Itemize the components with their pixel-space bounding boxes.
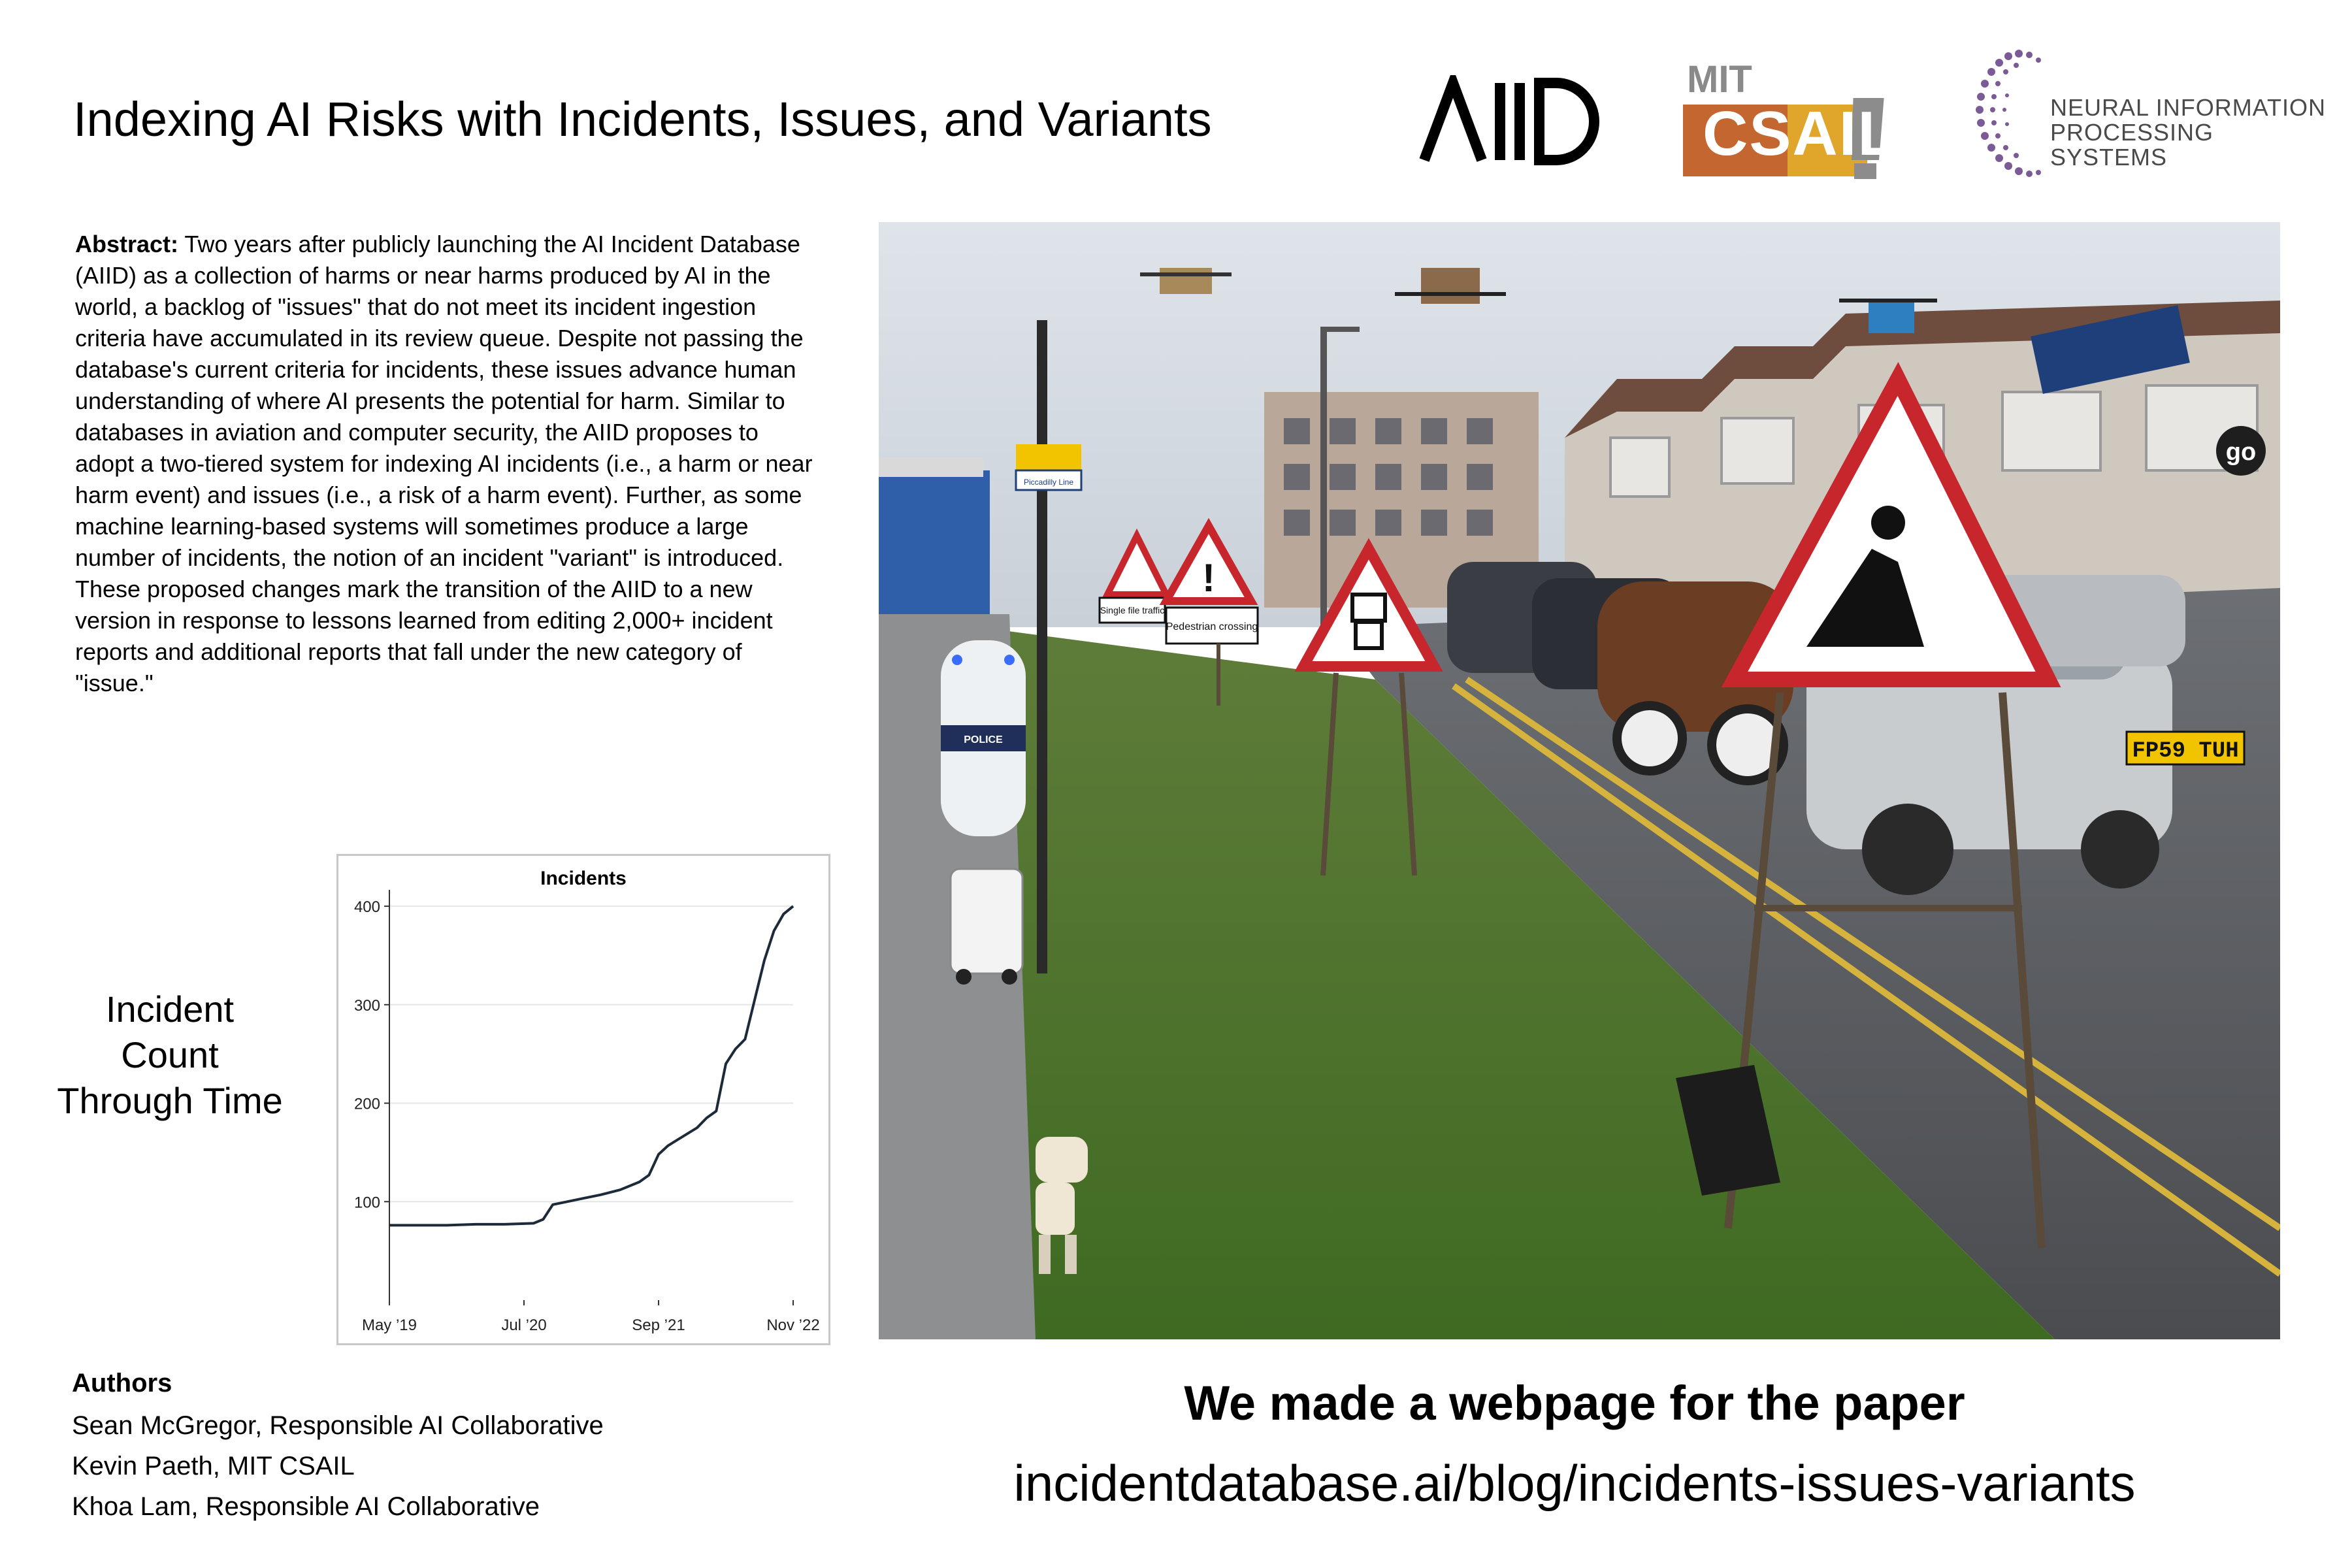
police-robot — [941, 640, 1026, 836]
poster-title: Indexing AI Risks with Incidents, Issues, and Variants — [73, 92, 1212, 146]
chart-caption-line-2: Count — [121, 1034, 219, 1075]
neurips-line-1: NEURAL INFORMATION — [2050, 94, 2327, 121]
chart-caption — [39, 987, 301, 1124]
pedestrian-text: Pedestrian crossing — [1166, 621, 1258, 632]
blue-building — [879, 470, 990, 627]
x-tick-label: May ’19 — [361, 1316, 417, 1334]
author-1: Sean McGregor, Responsible AI Collaborative — [72, 1411, 604, 1440]
delivery-robot — [951, 869, 1022, 985]
author-3: Khoa Lam, Responsible AI Collaborative — [72, 1492, 540, 1521]
neurips-name — [2050, 95, 2332, 170]
x-tick-label: Jul ’20 — [501, 1316, 547, 1334]
authors-heading: Authors — [72, 1369, 172, 1397]
x-tick-label: Sep ’21 — [632, 1316, 685, 1334]
illustration-photo — [879, 222, 2280, 1339]
csail-text: CSAIL — [1703, 99, 1897, 169]
mit-csail-logo — [1683, 57, 1905, 188]
incidents-chart-svg — [338, 856, 828, 1343]
single-file-text: Single file traffic — [1100, 605, 1165, 615]
svg-text:!: ! — [1202, 556, 1215, 600]
author-2: Kevin Paeth, MIT CSAIL — [72, 1452, 355, 1480]
mit-text: MIT — [1687, 58, 1752, 101]
police-robot-label: POLICE — [964, 734, 1003, 745]
incidents-line — [389, 906, 793, 1225]
y-tick-label: 300 — [353, 996, 380, 1015]
y-tick-label: 100 — [353, 1194, 380, 1212]
y-tick-label: 400 — [353, 898, 380, 917]
x-tick-label: Nov ’22 — [766, 1316, 820, 1334]
abstract-label: Abstract: — [75, 231, 179, 257]
go-badge: go — [2225, 438, 2257, 466]
chart-caption-line-1: Incident — [105, 988, 235, 1030]
abstract-text: Two years after publicly launching the AI Incident Database (AIID) as a collection of harms or near harms produced by AI in the world, a backlog of "issues" that do not meet its incident ingestion criteria have accumulated in its review queue. Despite not passing the database's current criteria for incidents, these issues advance human understanding of where AI presents the potential for harm. Similar to databases in aviation and computer security, the AIID proposes to adopt a two-tiered system for indexing AI incidents (i.e., a harm or near harm event) and issues (i.e., a risk of a harm event). Further, as some machine learning-based systems will sometimes produce a large number of incidents, the notion of an incident "variant" is introduced. These proposed changes mark the transition of the AIID to a new version in response to lessons learned from editing 2,000+ incident reports and additional reports that fall under the new category of "issue." — [75, 231, 813, 696]
abstract — [75, 229, 813, 699]
neurips-line-2: PROCESSING SYSTEMS — [2050, 119, 2214, 171]
piccadilly-sign: Piccadilly Line — [1023, 478, 1074, 487]
y-tick-label: 200 — [353, 1095, 380, 1113]
incidents-chart — [336, 854, 830, 1345]
webpage-heading: We made a webpage for the paper — [1184, 1376, 1965, 1430]
aiid-logo — [1419, 75, 1609, 167]
chart-caption-line-3: Through Time — [57, 1080, 283, 1121]
webpage-url[interactable]: incidentdatabase.ai/blog/incidents-issues-variants — [1013, 1454, 2136, 1512]
neurips-logo — [1967, 46, 2332, 196]
chart-title: Incidents — [540, 868, 627, 889]
number-plate-text: FP59 TUH — [2132, 739, 2239, 764]
